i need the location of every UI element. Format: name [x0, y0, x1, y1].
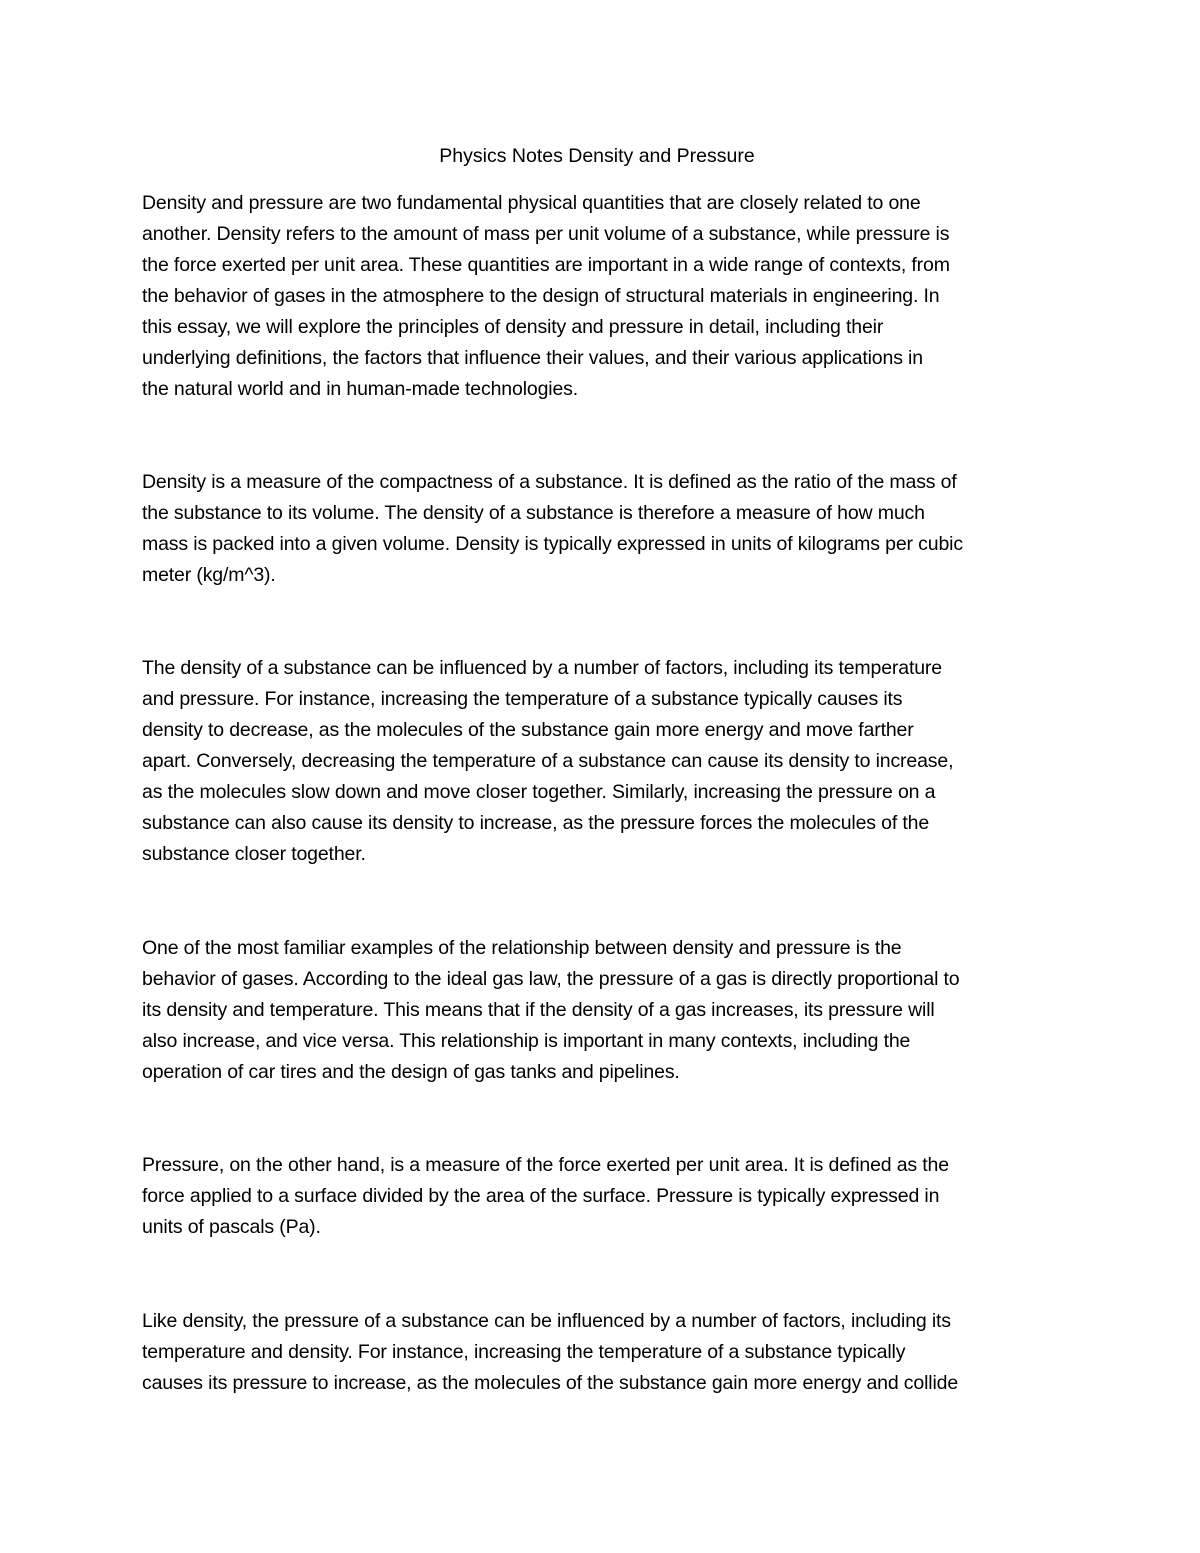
text-line: Density and pressure are two fundamental physical quantities that are closely related to one: [142, 192, 921, 214]
text-line: meter (kg/m^3).: [142, 564, 276, 586]
text-line: Like density, the pressure of a substance can be influenced by a number of factors, including its: [142, 1310, 951, 1332]
text-line: as the molecules slow down and move closer together. Similarly, increasing the pressure on a: [142, 781, 936, 803]
text-line: temperature and density. For instance, increasing the temperature of a substance typically: [142, 1341, 906, 1363]
text-line: this essay, we will explore the principles of density and pressure in detail, including their: [142, 316, 884, 338]
text-line: The density of a substance can be influenced by a number of factors, including its temperature: [142, 657, 942, 679]
text-line: mass is packed into a given volume. Density is typically expressed in units of kilograms per cubic: [142, 533, 963, 555]
paragraph-pressure-definition: [142, 1150, 1072, 1243]
text-line: the substance to its volume. The density of a substance is therefore a measure of how much: [142, 502, 925, 524]
document-title: Physics Notes Density and Pressure: [439, 145, 755, 167]
paragraph-introduction: [142, 188, 1072, 405]
paragraph-pressure-factors: [142, 1306, 1072, 1399]
text-line: underlying definitions, the factors that influence their values, and their various applications in: [142, 347, 923, 369]
text-line: behavior of gases. According to the ideal gas law, the pressure of a gas is directly proportional to: [142, 968, 960, 990]
text-line: the natural world and in human-made technologies.: [142, 378, 579, 400]
text-line: the force exerted per unit area. These quantities are important in a wide range of contexts, from: [142, 254, 950, 276]
text-line: its density and temperature. This means that if the density of a gas increases, its pressure will: [142, 999, 935, 1021]
text-line: causes its pressure to increase, as the molecules of the substance gain more energy and collide: [142, 1372, 959, 1394]
text-line: operation of car tires and the design of gas tanks and pipelines.: [142, 1061, 680, 1083]
text-line: Density is a measure of the compactness of a substance. It is defined as the ratio of the mass of: [142, 471, 957, 493]
paragraph-density-definition: [142, 467, 1072, 591]
text-line: units of pascals (Pa).: [142, 1216, 321, 1238]
text-line: substance closer together.: [142, 843, 366, 865]
text-line: substance can also cause its density to increase, as the pressure forces the molecules of the: [142, 812, 930, 834]
text-line: and pressure. For instance, increasing the temperature of a substance typically causes its: [142, 688, 903, 710]
text-line: another. Density refers to the amount of mass per unit volume of a substance, while pressure is: [142, 223, 950, 245]
paragraph-gas-behavior: [142, 933, 1072, 1088]
text-line: density to decrease, as the molecules of the substance gain more energy and move farther: [142, 719, 914, 741]
paragraph-density-factors: [142, 653, 1072, 870]
text-line: Pressure, on the other hand, is a measure of the force exerted per unit area. It is defined as the: [142, 1154, 949, 1176]
text-line: the behavior of gases in the atmosphere to the design of structural materials in engineering. In: [142, 285, 940, 307]
text-line: also increase, and vice versa. This relationship is important in many contexts, including the: [142, 1030, 911, 1052]
text-line: force applied to a surface divided by the area of the surface. Pressure is typically expressed in: [142, 1185, 940, 1207]
text-line: One of the most familiar examples of the relationship between density and pressure is the: [142, 937, 902, 959]
text-line: apart. Conversely, decreasing the temperature of a substance can cause its density to increase,: [142, 750, 954, 772]
